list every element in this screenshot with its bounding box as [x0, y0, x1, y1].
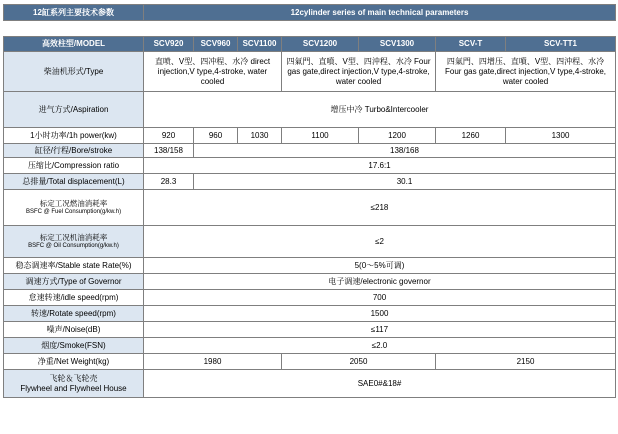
governor-label: 调速方式/Type of Governor [4, 274, 144, 290]
power-scv-tt1: 1300 [506, 128, 616, 144]
type-group-2: 四氣門、直噴、V型、四沖程、水冷 Four gas gate,direct injection,V type,4-stroke, water cooled [282, 52, 436, 92]
model-scv-t: SCV-T [436, 37, 506, 52]
smoke-label: 烟度/Smoke(FSN) [4, 338, 144, 354]
model-scv1100: SCV1100 [238, 37, 282, 52]
type-row [4, 52, 616, 92]
weight-row [4, 354, 616, 370]
bore-value-1: 138/158 [144, 144, 194, 158]
displacement-label: 总排量/Total displacement(L) [4, 174, 144, 190]
oil-label-en: BSFC @ Oil Consumption(g/kw.h) [28, 243, 119, 249]
aspiration-label: 进气方式/Aspiration [4, 92, 144, 128]
idle-speed-label: 怠速转速/idle speed(rpm) [4, 290, 144, 306]
technical-parameters-table [3, 4, 616, 398]
compression-label: 压缩比/Compression ratio [4, 158, 144, 174]
flywheel-label-en: Flywheel and Flywheel House [20, 383, 127, 393]
governor-row [4, 274, 616, 290]
weight-value-2: 2050 [282, 354, 436, 370]
type-label: 柴油机形式/Type [4, 52, 144, 92]
power-scv1200: 1100 [282, 128, 359, 144]
displacement-value-2: 30.1 [194, 174, 616, 190]
bore-label: 缸径/行程/Bore/stroke [4, 144, 144, 158]
fuel-label-cn: 标定工况燃油消耗率 [39, 199, 108, 208]
flywheel-value: SAE0#&18# [144, 370, 616, 398]
oil-consumption-row [4, 226, 616, 258]
model-scv-tt1: SCV-TT1 [506, 37, 616, 52]
type-group-3: 四氣門、四增压、直噴、V型、四沖程、水冷 Four gas gate,direct injection,V type,4-stroke, water cooled [436, 52, 616, 92]
idle-speed-row [4, 290, 616, 306]
model-scv1300: SCV1300 [359, 37, 436, 52]
weight-label: 净重/Net Weight(kg) [4, 354, 144, 370]
compression-row [4, 158, 616, 174]
stable-rate-row [4, 258, 616, 274]
power-scv-t: 1260 [436, 128, 506, 144]
stable-rate-value: 5(0～5%可调) [144, 258, 616, 274]
displacement-row [4, 174, 616, 190]
compression-value: 17.6:1 [144, 158, 616, 174]
noise-label: 噪声/Noise(dB) [4, 322, 144, 338]
aspiration-value: 增压中冷 Turbo&Intercooler [144, 92, 616, 128]
flywheel-row [4, 370, 616, 398]
model-scv920: SCV920 [144, 37, 194, 52]
fuel-consumption-row [4, 190, 616, 226]
power-scv1300: 1200 [359, 128, 436, 144]
fuel-consumption-label [4, 190, 144, 226]
power-scv960: 960 [194, 128, 238, 144]
rotate-speed-label: 转速/Rotate speed(rpm) [4, 306, 144, 322]
noise-row [4, 322, 616, 338]
noise-value: ≤117 [144, 322, 616, 338]
idle-speed-value: 700 [144, 290, 616, 306]
power-scv920: 920 [144, 128, 194, 144]
oil-consumption-value: ≤2 [144, 226, 616, 258]
power-scv1100: 1030 [238, 128, 282, 144]
power-row [4, 128, 616, 144]
spec-table-container [3, 4, 615, 398]
fuel-label-en: BSFC @ Fuel Consumption(g/kw.h) [25, 209, 122, 215]
flywheel-label [4, 370, 144, 398]
model-scv960: SCV960 [194, 37, 238, 52]
aspiration-row [4, 92, 616, 128]
fuel-consumption-value: ≤218 [144, 190, 616, 226]
displacement-value-1: 28.3 [144, 174, 194, 190]
model-header-row [4, 37, 616, 52]
power-label: 1小时功率/1h power(kw) [4, 128, 144, 144]
model-label: 高效柱型/MODEL [4, 37, 144, 52]
type-group-1: 直喷、V型、四冲程、水冷 direct injection,V type,4-stroke, water cooled [144, 52, 282, 92]
smoke-row [4, 338, 616, 354]
title-cn: 12缸系列主要技术参数 [4, 5, 144, 21]
governor-value: 电子调速/electronic governor [144, 274, 616, 290]
title-row [4, 5, 616, 21]
bore-row [4, 144, 616, 158]
oil-label-cn: 标定工况机油消耗率 [39, 233, 108, 242]
stable-rate-label: 稳态调速率/Stable state Rate(%) [4, 258, 144, 274]
rotate-speed-row [4, 306, 616, 322]
spacer-row [4, 21, 616, 37]
title-en: 12cylinder series of main technical parameters [144, 5, 616, 21]
bore-value-2: 138/168 [194, 144, 616, 158]
oil-consumption-label [4, 226, 144, 258]
smoke-value: ≤2.0 [144, 338, 616, 354]
weight-value-1: 1980 [144, 354, 282, 370]
rotate-speed-value: 1500 [144, 306, 616, 322]
model-scv1200: SCV1200 [282, 37, 359, 52]
weight-value-3: 2150 [436, 354, 616, 370]
flywheel-label-cn: 飞轮＆飞轮壳 [49, 373, 98, 383]
